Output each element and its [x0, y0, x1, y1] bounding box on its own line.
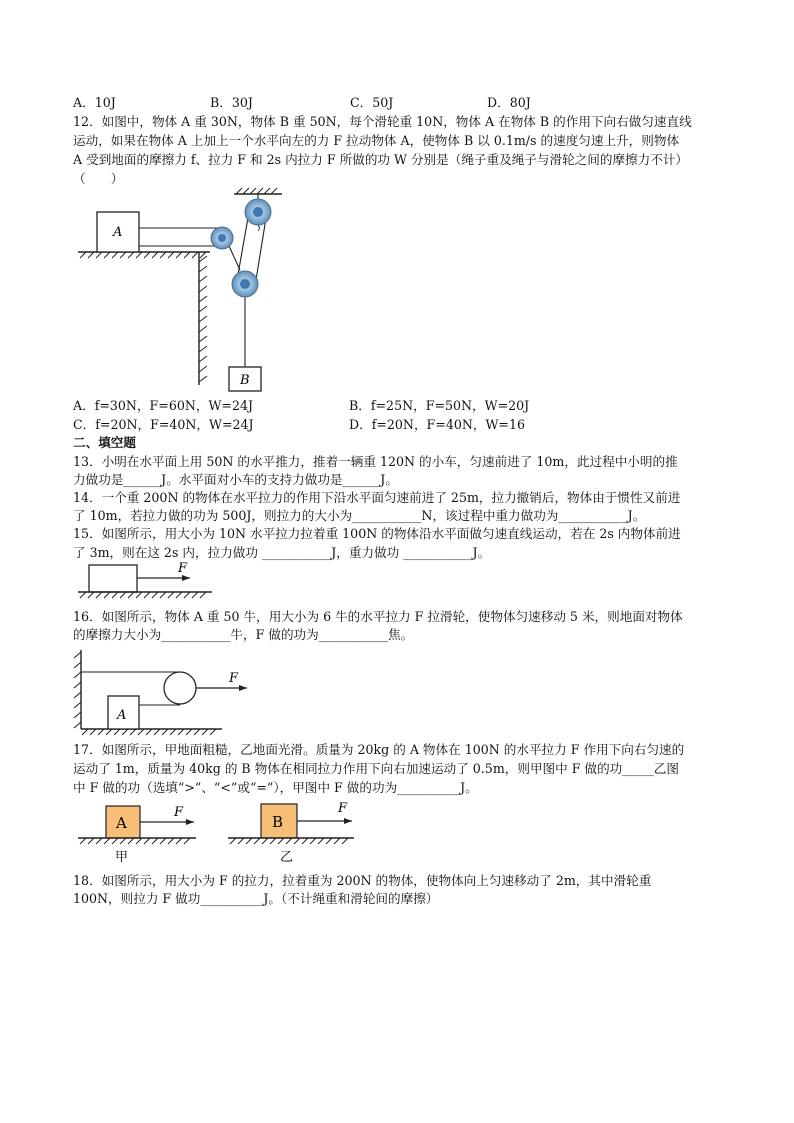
- q17-ground-yi-hatch: [230, 838, 348, 844]
- q12-option-d: D．f=20N，F=40N，W=16: [349, 417, 525, 432]
- q12-option-a: A．f=30N，F=60N，W=24J: [73, 398, 254, 413]
- q18-text-line: 100N，则拉力 F 做功__________J。（不计绳重和滑轮间的摩擦）: [73, 891, 439, 906]
- q16-text-line: 16．如图所示，物体 A 重 50 牛，用大小为 6 牛的水平拉力 F 拉滑轮，使物体匀速移动 5 米，则地面对物体: [73, 609, 683, 624]
- q14-text-line: 了 10m，若拉力做的功为 500J，则拉力的大小为___________N，该过程中重力做功为___________J。: [73, 508, 646, 523]
- q11-option-a: A．10J: [73, 95, 116, 110]
- q12-option-b: B．f=25N，F=50N，W=20J: [349, 398, 530, 413]
- q12-label-a: A: [113, 225, 123, 240]
- q16-force-label: F: [229, 671, 239, 686]
- q15-force-label: F: [178, 561, 188, 576]
- q17-ground-jia-hatch: [80, 838, 190, 844]
- q15-text-line: 15．如图所示，用大小为 10N 水平拉力拉着重 100N 的物体沿水平面做匀速直线运动，若在 2s 内物体前进: [73, 526, 681, 541]
- q16-label-a: A: [117, 708, 127, 723]
- section-heading: 二、填空题: [73, 435, 136, 450]
- q18-text-line: 18．如图所示，用大小为 F 的拉力，拉着重为 200N 的物体，使物体向上匀速移动了 2m，其中滑轮重: [73, 873, 652, 888]
- q12-text-line: 12．如图中，物体 A 重 30N，物体 B 重 50N，每个滑轮重 10N，物体 A 在物体 B 的作用下向右做匀速直线: [73, 114, 692, 129]
- q17-caption-jia: 甲: [115, 850, 129, 865]
- q16-text-line: 的摩擦力大小为___________牛，F 做的功为___________焦。: [73, 627, 414, 642]
- q17-text-line: 运动了 1m，质量为 40kg 的 B 物体在相同拉力作用下向右加速运动了 0.5m，则甲图中 F 做的功_____乙图: [73, 761, 679, 776]
- q11-option-d: D．80J: [487, 95, 531, 110]
- q17-text-line: 17．如图所示，甲地面粗糙，乙地面光滑。质量为 20kg 的 A 物体在 100N 的水平拉力 F 作用下向右匀速的: [73, 742, 685, 757]
- q17-label-b: B: [272, 813, 284, 831]
- q17-text-line: 中 F 做的功（选填“>”、“<”或“=”），甲图中 F 做的功为__________J。: [73, 780, 478, 795]
- q15-text-line: 了 3m，则在这 2s 内，拉力做功 ___________J，重力做功 ___________J。: [73, 545, 491, 560]
- q14-text-line: 14．一个重 200N 的物体在水平拉力的作用下沿水平面匀速前进了 25m，拉力撤销后，物体由于惯性又前进: [73, 490, 681, 505]
- q17-label-a: A: [116, 814, 127, 832]
- q13-text-line: 13．小明在水平面上用 50N 的水平推力，推着一辆重 120N 的小车，匀速前进了 10m，此过程中小明的推: [73, 454, 678, 469]
- q17-caption-yi: 乙: [280, 850, 294, 865]
- q17-arrowhead-jia: [186, 819, 194, 825]
- q12-label-b: B: [240, 373, 250, 388]
- q17-arrowhead-yi: [344, 818, 352, 824]
- q11-option-b: B．30J: [210, 95, 253, 110]
- q11-option-c: C．50J: [350, 95, 394, 110]
- q12-option-c: C．f=20N，F=40N，W=24J: [73, 417, 254, 432]
- q17-force-label-jia: F: [174, 805, 184, 820]
- q13-text-line: 力做功是______J。水平面对小车的支持力做功是______J。: [73, 472, 398, 487]
- q17-force-label-yi: F: [338, 801, 348, 816]
- q12-text-line: A 受到地面的摩擦力 f、拉力 F 和 2s 内拉力 F 所做的功 W 分别是（绳子重及绳子与滑轮之间的摩擦力不计）: [73, 152, 689, 167]
- q12-answer-bracket: （ ）: [73, 171, 124, 186]
- q12-text-line: 运动，如果在物体 A 上加上一个水平向左的力 F 拉动物体 A，使物体 B 以 0.1m/s 的速度匀速上升，则物体: [73, 133, 680, 148]
